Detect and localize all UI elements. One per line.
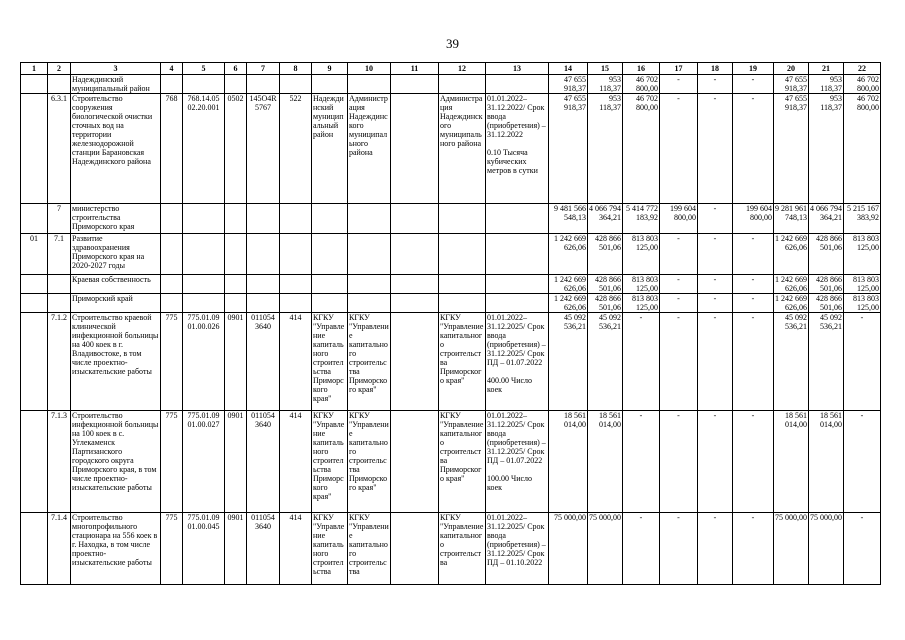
table-cell-col-16: - xyxy=(623,513,660,585)
table-cell-col-12 xyxy=(439,75,486,94)
table-cell-col-10: КГКУ "Управление капитального строительства Приморского края" xyxy=(348,313,391,411)
table-cell-col-5 xyxy=(183,75,225,94)
header-cell: 16 xyxy=(623,63,660,75)
table-cell-col-4 xyxy=(161,275,183,294)
table-cell-col-20: 47 655 918,37 xyxy=(774,75,809,94)
table-cell-col-3: Краевая собственность xyxy=(71,275,161,294)
table-cell-col-8: 522 xyxy=(280,94,312,204)
table-cell-col-21: 18 561 014,00 xyxy=(809,411,844,513)
table-cell-col-10 xyxy=(348,275,391,294)
table-cell-col-2 xyxy=(48,294,71,313)
table-cell-col-21: 75 000,00 xyxy=(809,513,844,585)
table-cell-col-3: Строительство краевой клинической инфекционной больницы на 400 коек в г. Владивостоке, в том числе проектно-изыскательские работы xyxy=(71,313,161,411)
table-cell-col-3: Приморский край xyxy=(71,294,161,313)
table-cell-col-22: 813 803 125,00 xyxy=(844,234,881,275)
table-cell-col-3: министерство строительства Приморского края xyxy=(71,204,161,234)
table-cell-col-15: 75 000,00 xyxy=(588,513,623,585)
table-cell-col-8: 414 xyxy=(280,513,312,585)
table-cell-col-18: - xyxy=(698,513,733,585)
table-cell-col-3: Развитие здравоохранения Приморского края на 2020-2027 годы xyxy=(71,234,161,275)
table-cell-col-22: 46 702 800,00 xyxy=(844,94,881,204)
header-cell: 21 xyxy=(809,63,844,75)
table-cell-col-11 xyxy=(391,204,439,234)
table-cell-col-11 xyxy=(391,94,439,204)
table-cell-col-20: 18 561 014,00 xyxy=(774,411,809,513)
table-cell-col-9: КГКУ "Управление капитального строительства Приморского края" xyxy=(312,411,348,513)
table-cell-col-10 xyxy=(348,294,391,313)
table-cell-col-5 xyxy=(183,294,225,313)
header-cell: 9 xyxy=(312,63,348,75)
header-cell: 17 xyxy=(660,63,698,75)
table-cell-col-19: - xyxy=(733,94,774,204)
table-cell-col-15: 953 118,37 xyxy=(588,75,623,94)
header-cell: 11 xyxy=(391,63,439,75)
table-cell-col-14: 1 242 669 626,06 xyxy=(549,234,588,275)
table-cell-col-5: 775.01.09 01.00.026 xyxy=(183,313,225,411)
table-cell-col-6: 0901 xyxy=(225,411,247,513)
table-cell-col-20: 1 242 669 626,06 xyxy=(775,294,807,312)
table-cell-col-4 xyxy=(161,294,183,313)
header-cell: 2 xyxy=(48,63,71,75)
table-cell-col-11 xyxy=(391,411,439,513)
table-cell-col-17: - xyxy=(660,513,698,585)
table-cell-col-17: - xyxy=(660,94,698,204)
header-cell: 14 xyxy=(549,63,588,75)
table-cell-col-22: 813 803 125,00 xyxy=(844,294,881,313)
table-cell-col-8 xyxy=(280,234,312,275)
table-cell-col-13 xyxy=(486,204,549,234)
table-cell-col-2 xyxy=(48,75,71,94)
table-cell-col-7 xyxy=(247,75,280,94)
table-cell-col-21: 428 866 501,06 xyxy=(809,234,844,275)
table-cell-col-20: 1 242 669 626,06 xyxy=(775,275,807,293)
table-cell-col-13 xyxy=(486,275,549,294)
table-cell-col-9 xyxy=(312,294,348,313)
table-cell-col-8 xyxy=(280,204,312,234)
table-cell-col-7 xyxy=(247,204,280,234)
table-cell-col-3: Строительство многопрофильного стационара на 556 коек в г. Находка, в том числе проектно-изыскательские работы xyxy=(71,513,161,585)
table-cell-col-22: 813 803 125,00 xyxy=(844,275,881,294)
table-cell-col-12 xyxy=(439,294,486,313)
table-cell-col-14: 1 242 669 626,06 xyxy=(549,294,588,313)
table-row xyxy=(21,275,881,294)
table-cell-col-19: - xyxy=(733,411,774,513)
table-cell-col-17: - xyxy=(660,411,698,513)
table-cell-col-4: 775 xyxy=(161,411,183,513)
table-cell-col-18: - xyxy=(698,294,733,313)
table-cell-col-12 xyxy=(439,275,486,294)
table-cell-col-3: Строительство сооружения биологической очистки сточных вод на территории железнодорожной станции Барановская Надеждинского района xyxy=(71,94,161,204)
table-cell-col-6: 0502 xyxy=(225,94,247,204)
table-cell-col-7: 011054 3640 xyxy=(247,411,280,513)
header-row xyxy=(21,63,881,75)
header-cell: 22 xyxy=(844,63,881,75)
table-cell-col-1 xyxy=(21,513,48,585)
table-cell-col-5: 775.01.09 01.00.045 xyxy=(183,513,225,585)
header-cell: 13 xyxy=(486,63,549,75)
table-cell-col-19: - xyxy=(733,313,774,411)
table-cell-col-7: 011054 3640 xyxy=(247,513,280,585)
table-cell-col-1 xyxy=(21,75,48,94)
table-cell-col-17: - xyxy=(660,75,698,94)
table-cell-col-17: - xyxy=(660,275,698,294)
table-row xyxy=(21,513,881,585)
table-cell-col-7 xyxy=(247,294,280,313)
table-cell-col-2: 6.3.1 xyxy=(48,94,71,204)
header-cell: 19 xyxy=(733,63,774,75)
table-row xyxy=(21,234,881,275)
table-cell-col-9 xyxy=(312,75,348,94)
header-cell: 15 xyxy=(588,63,623,75)
table-cell-col-10 xyxy=(348,204,391,234)
table-cell-col-1 xyxy=(21,204,48,234)
table-cell-col-8 xyxy=(280,275,312,294)
table-cell-col-16: - xyxy=(623,411,660,513)
table-cell-col-13 xyxy=(486,294,549,313)
table-cell-col-1 xyxy=(21,94,48,204)
table-cell-col-14: 45 092 536,21 xyxy=(549,313,588,411)
table-cell-col-2: 7.1.2 xyxy=(48,313,71,411)
table-cell-col-21: 428 866 501,06 xyxy=(809,294,844,313)
investment-table xyxy=(20,62,881,585)
table-cell-col-9 xyxy=(312,204,348,234)
table-cell-col-13: 01.01.2022–31.12.2025/ Срок ввода (приобретения) – 31.12.2025/ Срок ПД – 01.07.2022 400.00 Число коек xyxy=(486,313,549,411)
table-cell-col-12: КГКУ "Управление капитального строительства Приморского края" xyxy=(439,411,486,513)
table-cell-col-15: 45 092 536,21 xyxy=(588,313,623,411)
table-cell-col-12: КГКУ "Управление капитального строительства Приморского края" xyxy=(439,313,486,411)
table-cell-col-9: Надеждинский муниципальный район xyxy=(312,94,348,204)
table-cell-col-13 xyxy=(486,234,549,275)
table-cell-col-7: 145О4R 5767 xyxy=(247,94,280,204)
table-cell-col-4 xyxy=(161,75,183,94)
table-row xyxy=(21,94,881,204)
table-cell-col-14: 1 242 669 626,06 xyxy=(549,275,588,294)
table-cell-col-22: - xyxy=(844,313,881,411)
table-cell-col-11 xyxy=(391,513,439,585)
table-cell-col-11 xyxy=(391,75,439,94)
table-cell-col-2: 7.1.4 xyxy=(48,513,71,585)
table-cell-col-10 xyxy=(348,75,391,94)
table-row xyxy=(21,411,881,513)
table-cell-col-21: 953 118,37 xyxy=(809,75,844,94)
table-cell-col-10: КГКУ "Управление капитального строительства xyxy=(348,513,391,585)
table-cell-col-13: 01.01.2022–31.12.2025/ Срок ввода (приобретения) – 31.12.2025/ Срок ПД – 01.07.2022 100.00 Число коек xyxy=(486,411,549,513)
table-cell-col-6: 0901 xyxy=(225,313,247,411)
table-cell-col-8 xyxy=(280,294,312,313)
table-cell-col-18: - xyxy=(698,234,733,275)
table-cell-col-15: 953 118,37 xyxy=(588,94,623,204)
table-cell-col-19: - xyxy=(733,75,774,94)
table-cell-col-8: 414 xyxy=(280,411,312,513)
header-cell: 18 xyxy=(698,63,733,75)
table-cell-col-2 xyxy=(48,275,71,294)
table-cell-col-7: 011054 3640 xyxy=(247,313,280,411)
table-cell-col-2: 7 xyxy=(48,204,71,234)
table-cell-col-5 xyxy=(183,234,225,275)
table-cell-col-13: 01.01.2022–31.12.2022/ Срок ввода (приобретения) – 31.12.2022 0.10 Тысяча кубических метров в сутки xyxy=(486,94,549,204)
table-cell-col-18: - xyxy=(698,313,733,411)
table-cell-col-16: 813 803 125,00 xyxy=(623,294,660,313)
table-cell-col-11 xyxy=(391,234,439,275)
header-cell: 1 xyxy=(21,63,48,75)
table-cell-col-20: 45 092 536,21 xyxy=(774,313,809,411)
table-cell-col-21: 428 866 501,06 xyxy=(809,275,844,294)
table-cell-col-9: КГКУ "Управление капитального строительства Приморского края" xyxy=(312,313,348,411)
table-cell-col-3: Строительство инфекционной больницы на 100 коек в с. Углекаменск Партизанского городского округа Приморского края, в том числе проектно-изыскательские работы xyxy=(71,411,161,513)
table-cell-col-22: 46 702 800,00 xyxy=(844,75,881,94)
table-cell-col-2: 7.1 xyxy=(48,234,71,275)
table-body xyxy=(21,63,881,585)
table-cell-col-4 xyxy=(161,204,183,234)
table-cell-col-14: 75 000,00 xyxy=(549,513,588,585)
table-cell-col-20: 47 655 918,37 xyxy=(774,94,809,204)
table-cell-col-9 xyxy=(312,275,348,294)
table-cell-col-13: 01.01.2022–31.12.2025/ Срок ввода (приобретения) – 31.12.2025/ Срок ПД – 01.10.2022 xyxy=(486,513,549,585)
header-cell: 5 xyxy=(183,63,225,75)
table-cell-col-7 xyxy=(247,275,280,294)
table-cell-col-6: 0901 xyxy=(225,513,247,585)
table-cell-col-16: 46 702 800,00 xyxy=(623,75,660,94)
header-cell: 3 xyxy=(71,63,161,75)
table-cell-col-18: - xyxy=(698,204,733,234)
table-cell-col-14: 47 655 918,37 xyxy=(549,75,588,94)
header-cell: 4 xyxy=(161,63,183,75)
table-cell-col-6 xyxy=(225,75,247,94)
table-cell-col-18: - xyxy=(698,75,733,94)
table-row xyxy=(21,75,881,94)
table-cell-col-19: - xyxy=(733,513,774,585)
table-cell-col-10 xyxy=(348,234,391,275)
table-cell-col-8: 414 xyxy=(280,313,312,411)
table-cell-col-16: 46 702 800,00 xyxy=(623,94,660,204)
table-cell-col-12 xyxy=(439,234,486,275)
table-cell-col-15: 18 561 014,00 xyxy=(588,411,623,513)
table-cell-col-6 xyxy=(225,275,247,294)
table-row xyxy=(21,294,881,313)
table-cell-col-15: 428 866 501,06 xyxy=(588,294,623,313)
table-cell-col-21: 953 118,37 xyxy=(809,94,844,204)
table-cell-col-22: 5 215 167 383,92 xyxy=(844,204,881,234)
table-cell-col-12: КГКУ "Управление капитального строительства xyxy=(439,513,486,585)
table-row xyxy=(21,313,881,411)
table-cell-col-10: КГКУ "Управление капитального строительства Приморского края" xyxy=(348,411,391,513)
table-cell-col-4: 775 xyxy=(161,513,183,585)
table-cell-col-22: - xyxy=(844,513,881,585)
table-cell-col-20: 1 242 669 626,06 xyxy=(774,234,809,275)
table-cell-col-6 xyxy=(225,294,247,313)
table-cell-col-11 xyxy=(391,313,439,411)
header-cell: 7 xyxy=(247,63,280,75)
table-cell-col-17: 199 604 800,00 xyxy=(660,204,698,234)
table-cell-col-18: - xyxy=(698,275,733,294)
table-cell-col-7 xyxy=(247,234,280,275)
table-cell-col-9: КГКУ "Управление капитального строительства xyxy=(312,513,348,585)
table-cell-col-8 xyxy=(280,75,312,94)
table-cell-col-5 xyxy=(183,275,225,294)
table-cell-col-5 xyxy=(183,204,225,234)
table-cell-col-21: 45 092 536,21 xyxy=(809,313,844,411)
table-cell-col-5: 768.14.05 02.20.001 xyxy=(183,94,225,204)
table-cell-col-6 xyxy=(225,204,247,234)
table-cell-col-1: 01 xyxy=(21,234,48,275)
table-cell-col-17: - xyxy=(660,234,698,275)
table-cell-col-19: 199 604 800,00 xyxy=(733,204,774,234)
table-cell-col-14: 47 655 918,37 xyxy=(549,94,588,204)
table-cell-col-17: - xyxy=(660,294,698,313)
table-cell-col-16: 813 803 125,00 xyxy=(623,234,660,275)
table-cell-col-13 xyxy=(486,75,549,94)
table-cell-col-6 xyxy=(225,234,247,275)
table-cell-col-21: 4 066 794 364,21 xyxy=(809,204,844,234)
header-cell: 12 xyxy=(439,63,486,75)
table-cell-col-16: - xyxy=(623,313,660,411)
table-cell-col-20: 75 000,00 xyxy=(774,513,809,585)
table-cell-col-10: Администрация Надеждинского муниципального района xyxy=(348,94,391,204)
table-cell-col-19: - xyxy=(733,294,774,313)
table-cell-col-1 xyxy=(21,411,48,513)
table-cell-col-18: - xyxy=(698,411,733,513)
table-cell-col-12 xyxy=(439,204,486,234)
table-cell-col-1 xyxy=(21,294,48,313)
table-cell-col-3: Надеждинский муниципальный район xyxy=(71,75,161,94)
table-cell-col-19: - xyxy=(733,234,774,275)
table-cell-col-4: 768 xyxy=(161,94,183,204)
header-cell: 20 xyxy=(774,63,809,75)
table-cell-col-4: 775 xyxy=(161,313,183,411)
table-cell-col-12: Администрация Надеждинского муниципального района xyxy=(439,94,486,204)
table-cell-col-14: 18 561 014,00 xyxy=(549,411,588,513)
table-cell-col-5: 775.01.09 01.00.027 xyxy=(183,411,225,513)
table-cell-col-15: 428 866 501,06 xyxy=(588,275,623,294)
table-cell-col-19: - xyxy=(733,275,774,294)
table-cell-col-14: 9 481 566 548,13 xyxy=(549,204,588,234)
table-cell-col-11 xyxy=(391,294,439,313)
header-cell: 6 xyxy=(225,63,247,75)
table-row xyxy=(21,204,881,234)
table-cell-col-4 xyxy=(161,234,183,275)
table-cell-col-2: 7.1.3 xyxy=(48,411,71,513)
table-cell-col-16: 5 414 772 183,92 xyxy=(623,204,660,234)
table-cell-col-9 xyxy=(312,234,348,275)
header-cell: 10 xyxy=(348,63,391,75)
page-number: 39 xyxy=(446,36,459,51)
table-cell-col-20: 9 281 961 748,13 xyxy=(774,204,809,234)
table-cell-col-11 xyxy=(391,275,439,294)
table-cell-col-15: 428 866 501,06 xyxy=(588,234,623,275)
table-cell-col-18: - xyxy=(698,94,733,204)
table-cell-col-1 xyxy=(21,313,48,411)
table-cell-col-16: 813 803 125,00 xyxy=(623,275,660,294)
table-cell-col-22: - xyxy=(844,411,881,513)
table-cell-col-17: - xyxy=(660,313,698,411)
table-cell-col-1 xyxy=(21,275,48,294)
header-cell: 8 xyxy=(280,63,312,75)
table-cell-col-15: 4 066 794 364,21 xyxy=(588,204,623,234)
